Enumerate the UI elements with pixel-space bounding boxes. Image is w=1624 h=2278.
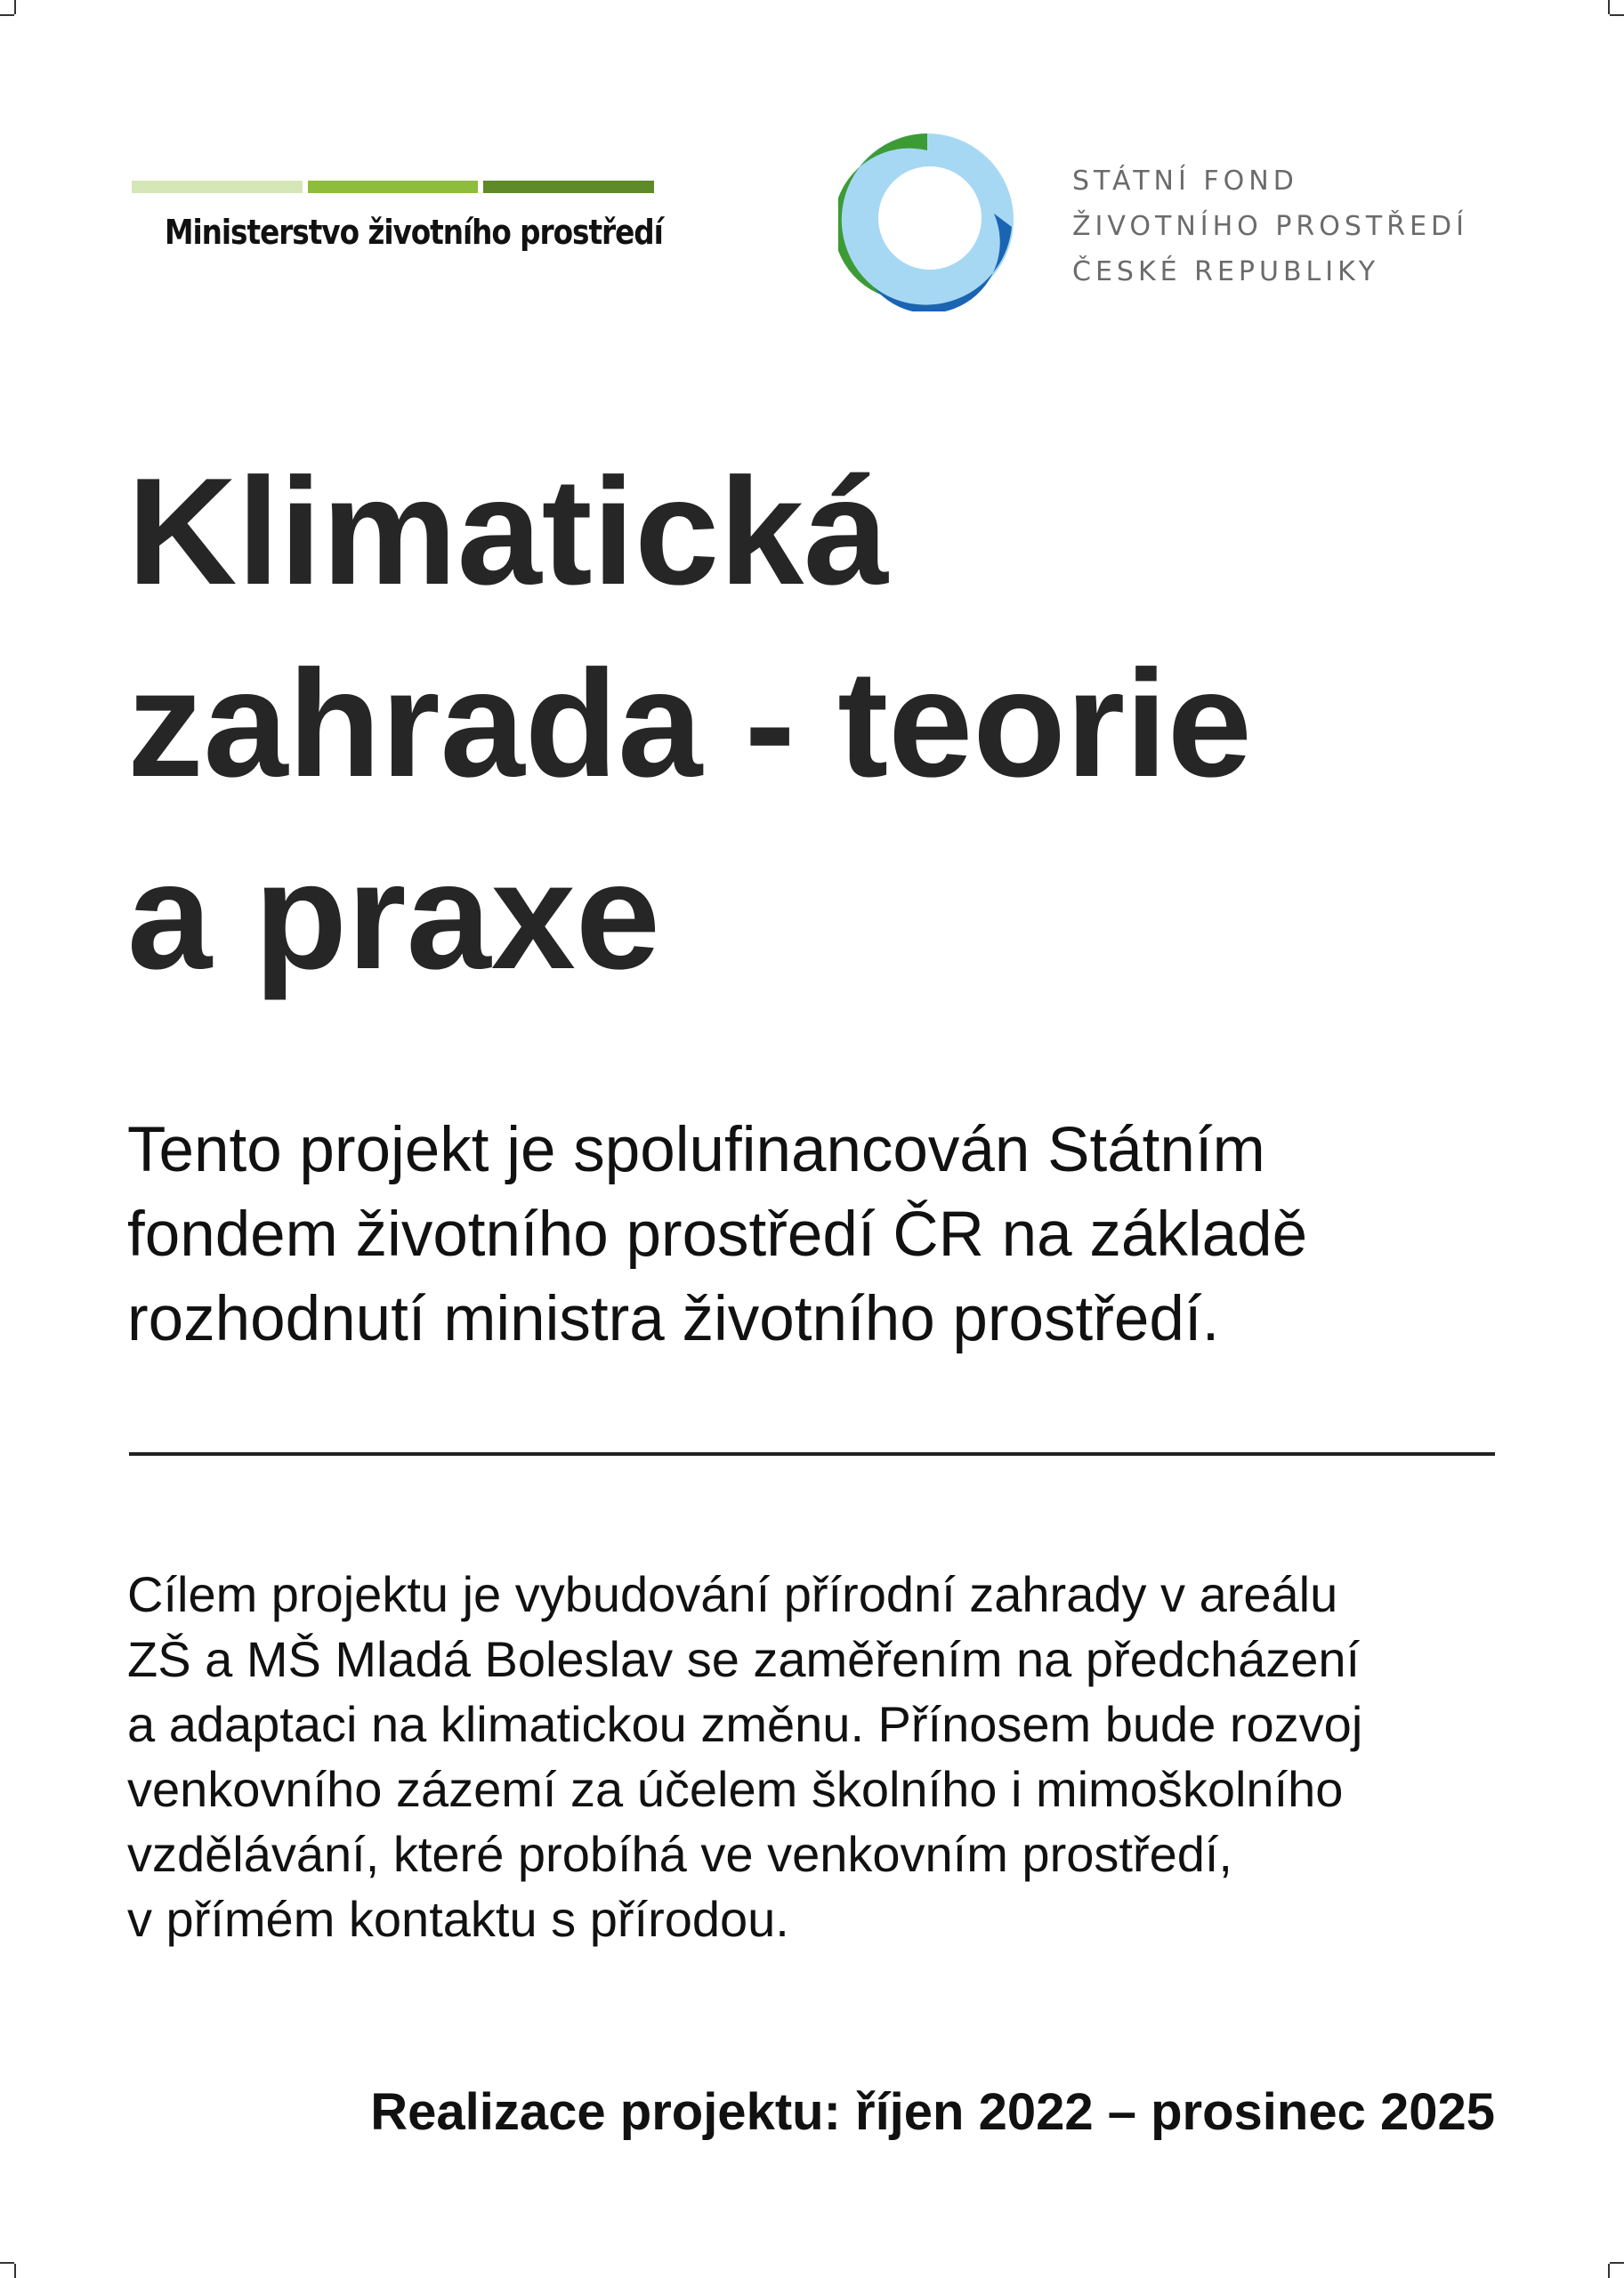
fund-logo-icon: [838, 129, 1016, 311]
crop-mark-top-right-v: [1608, 0, 1610, 14]
goal-line-5: vzdělávání, které probíhá ve venkovním prostředí,: [127, 1826, 1232, 1882]
crop-mark-bottom-left-v: [14, 2264, 16, 2278]
title-line-2: zahrada - teorie: [127, 639, 1252, 809]
fund-name-line-1: STÁTNÍ FOND: [1072, 166, 1298, 197]
goal-line-2: ZŠ a MŠ Mladá Boleslav se zaměřením na předcházení: [127, 1631, 1361, 1687]
funding-line-2: fondem životního prostředí ČR na základě: [127, 1200, 1308, 1270]
crop-mark-bottom-left-h: [0, 2262, 14, 2264]
title-line-1: Klimatická: [127, 447, 889, 617]
ministry-bar-mid: [308, 181, 479, 193]
project-goal: [127, 1562, 1604, 1951]
crop-mark-top-left-v: [14, 0, 16, 14]
ministry-logo: [132, 181, 663, 252]
funding-statement: [127, 1108, 1587, 1361]
crop-mark-bottom-right-h: [1610, 2262, 1624, 2264]
ministry-bar-light: [132, 181, 303, 193]
crop-mark-top-left-h: [0, 14, 14, 16]
divider: [129, 1452, 1495, 1456]
realization-period: Realizace projektu: říjen 2022 – prosinec 2025: [370, 2083, 1495, 2141]
funding-line-1: Tento projekt je spolufinancován Státním: [127, 1115, 1265, 1185]
ministry-logo-bars: [132, 181, 654, 193]
ministry-name: Ministerstvo životního prostředí: [165, 213, 663, 252]
crop-mark-top-right-h: [1610, 14, 1624, 16]
fund-name: [1072, 158, 1468, 295]
fund-name-line-2: ŽIVOTNÍHO PROSTŘEDÍ: [1072, 211, 1468, 242]
goal-line-4: venkovního zázemí za účelem školního i mimoškolního: [127, 1761, 1344, 1817]
goal-line-3: a adaptaci na klimatickou změnu. Přínosem bude rozvoj: [127, 1696, 1363, 1752]
fund-logo-center: [878, 166, 982, 270]
goal-line-1: Cílem projektu je vybudování přírodní zahrady v areálu: [127, 1566, 1338, 1622]
fund-name-line-3: ČESKÉ REPUBLIKY: [1072, 256, 1380, 287]
goal-line-6: v přímém kontaktu s přírodou.: [127, 1891, 789, 1947]
crop-mark-bottom-right-v: [1608, 2264, 1610, 2278]
funding-line-3: rozhodnutí ministra životního prostředí.: [127, 1284, 1220, 1354]
title-line-3: a praxe: [127, 831, 660, 1001]
ministry-bar-dark: [483, 181, 654, 193]
page-title: [127, 436, 1551, 1013]
